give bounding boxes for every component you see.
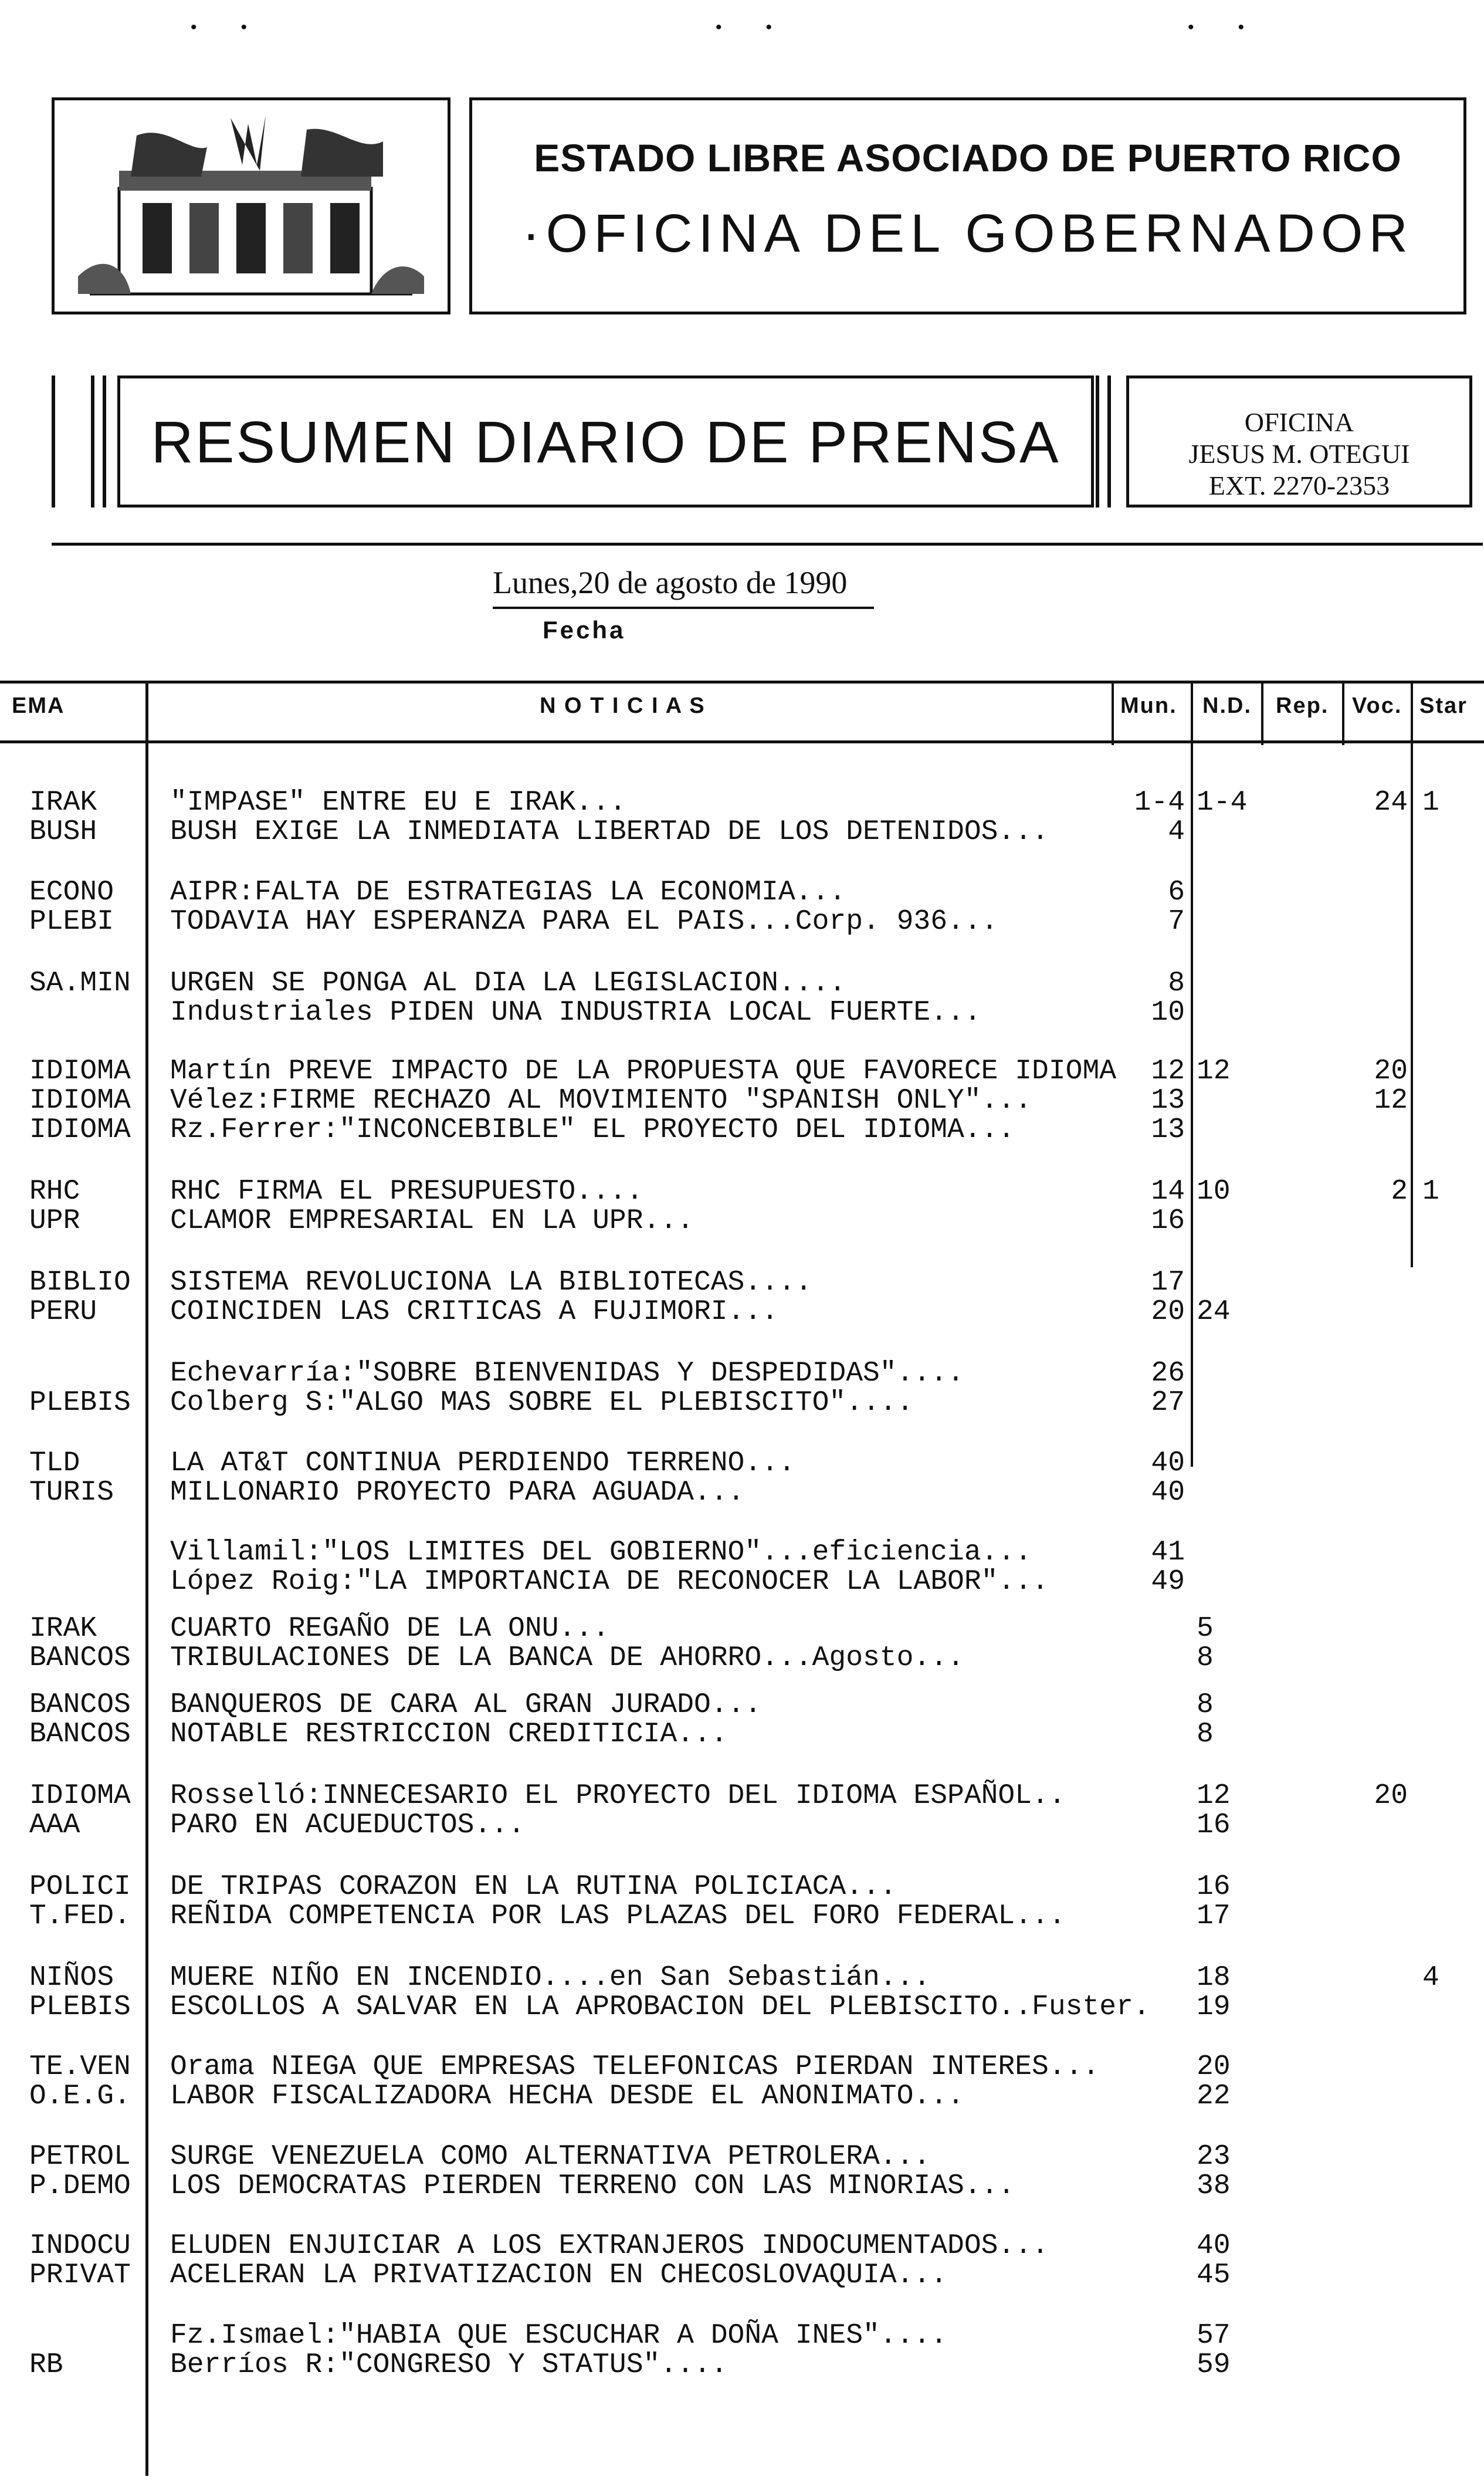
topic-cell: SA.MIN bbox=[29, 967, 131, 999]
table-row bbox=[0, 1690, 1484, 1720]
banner-bar bbox=[103, 375, 106, 507]
nd-page-cell: 20 bbox=[1197, 2051, 1231, 2083]
topic-cell: NIÑOS bbox=[29, 1962, 114, 1994]
nd-page-cell: 8 bbox=[1197, 1642, 1214, 1674]
topic-cell: RB bbox=[29, 2349, 63, 2381]
table-row bbox=[0, 1115, 1484, 1145]
headline-cell: TRIBULACIONES DE LA BANCA DE AHORRO...Agosto... bbox=[170, 1642, 964, 1674]
headline-cell: BANQUEROS DE CARA AL GRAN JURADO... bbox=[170, 1689, 762, 1721]
voc-page-cell: 20 bbox=[1374, 1780, 1408, 1812]
topic-cell: IDIOMA bbox=[29, 1780, 131, 1812]
headline-cell: CLAMOR EMPRESARIAL EN LA UPR... bbox=[170, 1205, 694, 1237]
headline-cell: Industriales PIDEN UNA INDUSTRIA LOCAL FUERTE... bbox=[170, 997, 981, 1028]
table-row bbox=[0, 1477, 1484, 1508]
mun-page-cell: 40 bbox=[1151, 1447, 1185, 1479]
mun-page-cell: 8 bbox=[1168, 967, 1185, 999]
topic-cell: IDIOMA bbox=[29, 1085, 131, 1116]
nd-page-cell: 22 bbox=[1197, 2080, 1231, 2112]
header-line1: ESTADO LIBRE ASOCIADO DE PUERTO RICO bbox=[534, 136, 1402, 180]
mun-page-cell: 40 bbox=[1151, 1477, 1185, 1508]
nd-page-cell: 57 bbox=[1197, 2320, 1231, 2352]
topic-cell: IRAK bbox=[29, 787, 97, 818]
nd-page-cell: 23 bbox=[1197, 2141, 1231, 2173]
nd-page-cell: 16 bbox=[1197, 1809, 1231, 1841]
headline-cell: Rz.Ferrer:"INCONCEBIBLE" EL PROYECTO DEL IDIOMA... bbox=[170, 1114, 1015, 1146]
topic-cell: POLICI bbox=[29, 1871, 131, 1903]
nd-page-cell: 12 bbox=[1197, 1055, 1231, 1087]
topic-cell: TURIS bbox=[29, 1477, 114, 1508]
mun-page-cell: 49 bbox=[1151, 1566, 1185, 1598]
mun-page-cell: 41 bbox=[1151, 1537, 1185, 1568]
headline-cell: DE TRIPAS CORAZON EN LA RUTINA POLICIACA... bbox=[170, 1871, 897, 1903]
headline-cell: REÑIDA COMPETENCIA POR LAS PLAZAS DEL FORO FEDERAL... bbox=[170, 1900, 1066, 1932]
table-row bbox=[0, 1537, 1484, 1568]
star-page-cell: 4 bbox=[1422, 1962, 1439, 1994]
table-row bbox=[0, 1613, 1484, 1644]
date-label: Fecha bbox=[543, 616, 626, 644]
table-row bbox=[0, 817, 1484, 847]
date-value: Lunes,20 de agosto de 1990 bbox=[493, 565, 848, 600]
mun-page-cell: 26 bbox=[1151, 1358, 1185, 1389]
table-row bbox=[0, 1643, 1484, 1673]
mun-page-cell: 27 bbox=[1151, 1387, 1185, 1419]
topic-cell: P.DEMO bbox=[29, 2170, 131, 2202]
col-header-nd: N.D. bbox=[1202, 693, 1252, 718]
topic-cell: PETROL bbox=[29, 2141, 131, 2173]
table-row bbox=[0, 1872, 1484, 1902]
col-rule bbox=[1342, 681, 1344, 745]
table-row bbox=[0, 1056, 1484, 1087]
headline-cell: LOS DEMOCRATAS PIERDEN TERRENO CON LAS MINORIAS... bbox=[170, 2170, 1015, 2202]
topic-cell: IDIOMA bbox=[29, 1055, 131, 1087]
mun-page-cell: 7 bbox=[1168, 906, 1185, 938]
table-row bbox=[0, 2231, 1484, 2261]
header-box bbox=[469, 97, 1466, 314]
topic-cell: TE.VEN bbox=[29, 2051, 131, 2083]
header-line2: ·OFICINA DEL GOBERNADOR bbox=[522, 204, 1414, 263]
headline-cell: TODAVIA HAY ESPERANZA PARA EL PAIS...Corp. 936... bbox=[170, 906, 998, 938]
mun-page-cell: 13 bbox=[1151, 1085, 1185, 1116]
nd-page-cell: 18 bbox=[1197, 1962, 1231, 1994]
topic-cell: BANCOS bbox=[29, 1718, 131, 1750]
press-summary-banner bbox=[117, 375, 1094, 507]
table-row bbox=[0, 1810, 1484, 1840]
col-header-voc: Voc. bbox=[1352, 693, 1402, 718]
nd-page-cell: 40 bbox=[1197, 2230, 1231, 2262]
banner-bar bbox=[1096, 375, 1099, 507]
mun-page-cell: 14 bbox=[1151, 1176, 1185, 1207]
col-header-tema: EMA bbox=[12, 693, 65, 718]
office-box bbox=[1126, 375, 1472, 507]
mun-page-cell: 12 bbox=[1151, 1055, 1185, 1087]
date-underline bbox=[493, 607, 874, 609]
headline-cell: ESCOLLOS A SALVAR EN LA APROBACION DEL PLEBISCITO..Fuster. bbox=[170, 1991, 1150, 2023]
headline-cell: CUARTO REGAÑO DE LA ONU... bbox=[170, 1613, 609, 1645]
headline-cell: RHC FIRMA EL PRESUPUESTO.... bbox=[170, 1176, 643, 1207]
headline-cell: AIPR:FALTA DE ESTRATEGIAS LA ECONOMIA... bbox=[170, 877, 846, 908]
headline-cell: Colberg S:"ALGO MAS SOBRE EL PLEBISCITO".... bbox=[170, 1387, 914, 1419]
topic-cell: BIBLIO bbox=[29, 1267, 131, 1298]
headline-cell: Echevarría:"SOBRE BIENVENIDAS Y DESPEDIDAS".... bbox=[170, 1358, 964, 1389]
table-row bbox=[0, 997, 1484, 1028]
headline-cell: "IMPASE" ENTRE EU E IRAK... bbox=[170, 787, 626, 818]
scan-speck: • • bbox=[1188, 18, 1245, 37]
banner-bar bbox=[52, 375, 55, 507]
mun-page-cell: 6 bbox=[1168, 877, 1185, 908]
nd-page-cell: 16 bbox=[1197, 1871, 1231, 1903]
table-row bbox=[0, 1358, 1484, 1389]
topic-cell: BANCOS bbox=[29, 1689, 131, 1721]
scan-speck: • • bbox=[191, 18, 248, 37]
headline-cell: BUSH EXIGE LA INMEDIATA LIBERTAD DE LOS DETENIDOS... bbox=[170, 816, 1049, 848]
table-row bbox=[0, 787, 1484, 818]
table-row bbox=[0, 1206, 1484, 1236]
voc-page-cell: 12 bbox=[1374, 1085, 1408, 1116]
nd-page-cell: 59 bbox=[1197, 2349, 1231, 2381]
nd-page-cell: 24 bbox=[1197, 1296, 1231, 1328]
topic-cell: ECONO bbox=[29, 877, 114, 908]
table-row bbox=[0, 1085, 1484, 1116]
col-header-star: Star bbox=[1419, 693, 1468, 718]
mun-page-cell: 20 bbox=[1151, 1296, 1185, 1328]
headline-cell: URGEN SE PONGA AL DIA LA LEGISLACION.... bbox=[170, 967, 846, 999]
table-row bbox=[0, 1448, 1484, 1478]
topic-cell: RHC bbox=[29, 1176, 80, 1207]
table-row bbox=[0, 1963, 1484, 1993]
headline-cell: NOTABLE RESTRICCION CREDITICIA... bbox=[170, 1718, 728, 1750]
headline-cell: Fz.Ismael:"HABIA QUE ESCUCHAR A DOÑA INES".... bbox=[170, 2320, 948, 2352]
topic-cell: T.FED. bbox=[29, 1900, 131, 1932]
headline-cell: Berríos R:"CONGRESO Y STATUS".... bbox=[170, 2349, 728, 2381]
table-row bbox=[0, 2171, 1484, 2201]
banner-bar bbox=[91, 375, 94, 507]
topic-cell: PRIVAT bbox=[29, 2259, 131, 2291]
headline-cell: SURGE VENEZUELA COMO ALTERNATIVA PETROLERA... bbox=[170, 2141, 931, 2173]
table-row bbox=[0, 2320, 1484, 2351]
headline-cell: COINCIDEN LAS CRITICAS A FUJIMORI... bbox=[170, 1296, 778, 1328]
headline-cell: LA AT&T CONTINUA PERDIENDO TERRENO... bbox=[170, 1447, 795, 1479]
table-row bbox=[0, 968, 1484, 999]
topic-cell: PLEBI bbox=[29, 906, 114, 938]
table-row bbox=[0, 1781, 1484, 1811]
nd-page-cell: 45 bbox=[1197, 2259, 1231, 2291]
nd-page-cell: 8 bbox=[1197, 1689, 1214, 1721]
voc-page-cell: 20 bbox=[1374, 1055, 1408, 1087]
banner-title: RESUMEN DIARIO DE PRENSA bbox=[151, 410, 1061, 475]
office-line1: OFICINA bbox=[1244, 407, 1354, 437]
headline-cell: ELUDEN ENJUICIAR A LOS EXTRANJEROS INDOCUMENTADOS... bbox=[170, 2230, 1049, 2262]
topic-cell: IRAK bbox=[29, 1613, 97, 1645]
topic-cell: PLEBIS bbox=[29, 1387, 131, 1419]
topic-cell: PLEBIS bbox=[29, 1991, 131, 2023]
table-row bbox=[0, 1297, 1484, 1327]
col-rule bbox=[1261, 681, 1263, 745]
topic-cell: BANCOS bbox=[29, 1642, 131, 1674]
headline-cell: López Roig:"LA IMPORTANCIA DE RECONOCER LA LABOR"... bbox=[170, 1566, 1049, 1598]
headline-cell: MILLONARIO PROYECTO PARA AGUADA... bbox=[170, 1477, 745, 1508]
headline-cell: Martín PREVE IMPACTO DE LA PROPUESTA QUE FAVORECE IDIOMA bbox=[170, 1055, 1117, 1087]
building-icon bbox=[55, 100, 448, 312]
headline-cell: Vélez:FIRME RECHAZO AL MOVIMIENTO "SPANISH ONLY"... bbox=[170, 1085, 1032, 1116]
divider bbox=[52, 543, 1483, 546]
headline-cell: PARO EN ACUEDUCTOS... bbox=[170, 1809, 525, 1841]
table-row bbox=[0, 1719, 1484, 1750]
topic-cell: AAA bbox=[29, 1809, 80, 1841]
mun-page-cell: 16 bbox=[1151, 1205, 1185, 1237]
col-header-noticias: N O T I C I A S bbox=[540, 693, 706, 718]
mun-page-cell: 1-4 bbox=[1134, 787, 1185, 818]
banner-bar bbox=[1107, 375, 1111, 507]
topic-cell: TLD bbox=[29, 1447, 80, 1479]
office-line3: EXT. 2270-2353 bbox=[1208, 471, 1390, 500]
topic-cell: PERU bbox=[29, 1296, 97, 1328]
nd-page-cell: 10 bbox=[1197, 1176, 1231, 1207]
table-row bbox=[0, 877, 1484, 908]
headline-cell: MUERE NIÑO EN INCENDIO....en San Sebastián... bbox=[170, 1962, 931, 1994]
table-row bbox=[0, 2052, 1484, 2082]
headline-cell: Orama NIEGA QUE EMPRESAS TELEFONICAS PIERDAN INTERES... bbox=[170, 2051, 1100, 2083]
table-row bbox=[0, 2260, 1484, 2290]
headline-cell: ACELERAN LA PRIVATIZACION EN CHECOSLOVAQUIA... bbox=[170, 2259, 948, 2291]
nd-page-cell: 38 bbox=[1197, 2170, 1231, 2202]
headline-cell: Villamil:"LOS LIMITES DEL GOBIERNO"...eficiencia... bbox=[170, 1537, 1032, 1568]
table-row bbox=[0, 906, 1484, 937]
table-row bbox=[0, 1901, 1484, 1931]
topic-cell: BUSH bbox=[29, 816, 97, 848]
table-row bbox=[0, 1267, 1484, 1298]
governor-mansion-illustration bbox=[52, 97, 450, 314]
topic-cell: IDIOMA bbox=[29, 1114, 131, 1146]
mun-page-cell: 10 bbox=[1151, 997, 1185, 1028]
voc-page-cell: 2 bbox=[1391, 1176, 1408, 1207]
table-row bbox=[0, 2350, 1484, 2380]
star-page-cell: 1 bbox=[1422, 787, 1439, 818]
table-row bbox=[0, 1388, 1484, 1418]
headline-cell: LABOR FISCALIZADORA HECHA DESDE EL ANONIMATO... bbox=[170, 2080, 964, 2112]
star-page-cell: 1 bbox=[1422, 1176, 1439, 1207]
voc-page-cell: 24 bbox=[1374, 787, 1408, 818]
nd-page-cell: 19 bbox=[1197, 1991, 1231, 2023]
office-line2: JESUS M. OTEGUI bbox=[1188, 439, 1410, 469]
topic-cell: UPR bbox=[29, 1205, 80, 1237]
table-row bbox=[0, 1567, 1484, 1597]
nd-page-cell: 1-4 bbox=[1197, 787, 1248, 818]
col-header-rep: Rep. bbox=[1276, 693, 1329, 718]
scan-speck: • • bbox=[716, 18, 773, 37]
mun-page-cell: 4 bbox=[1168, 816, 1185, 848]
col-header-mun: Mun. bbox=[1120, 693, 1177, 718]
col-rule bbox=[1112, 681, 1114, 745]
topic-cell: INDOCU bbox=[29, 2230, 131, 2262]
headline-cell: SISTEMA REVOLUCIONA LA BIBLIOTECAS.... bbox=[170, 1267, 812, 1298]
table-row bbox=[0, 2141, 1484, 2172]
mun-page-cell: 17 bbox=[1151, 1267, 1185, 1298]
nd-page-cell: 17 bbox=[1197, 1900, 1231, 1932]
topic-cell: O.E.G. bbox=[29, 2080, 131, 2112]
headline-cell: Rosselló:INNECESARIO EL PROYECTO DEL IDIOMA ESPAÑOL.. bbox=[170, 1780, 1066, 1812]
nd-page-cell: 8 bbox=[1197, 1718, 1214, 1750]
table-row bbox=[0, 1992, 1484, 2022]
nd-page-cell: 5 bbox=[1197, 1613, 1214, 1645]
table-row bbox=[0, 2081, 1484, 2112]
table-row bbox=[0, 1176, 1484, 1207]
mun-page-cell: 13 bbox=[1151, 1114, 1185, 1146]
nd-page-cell: 12 bbox=[1197, 1780, 1231, 1812]
